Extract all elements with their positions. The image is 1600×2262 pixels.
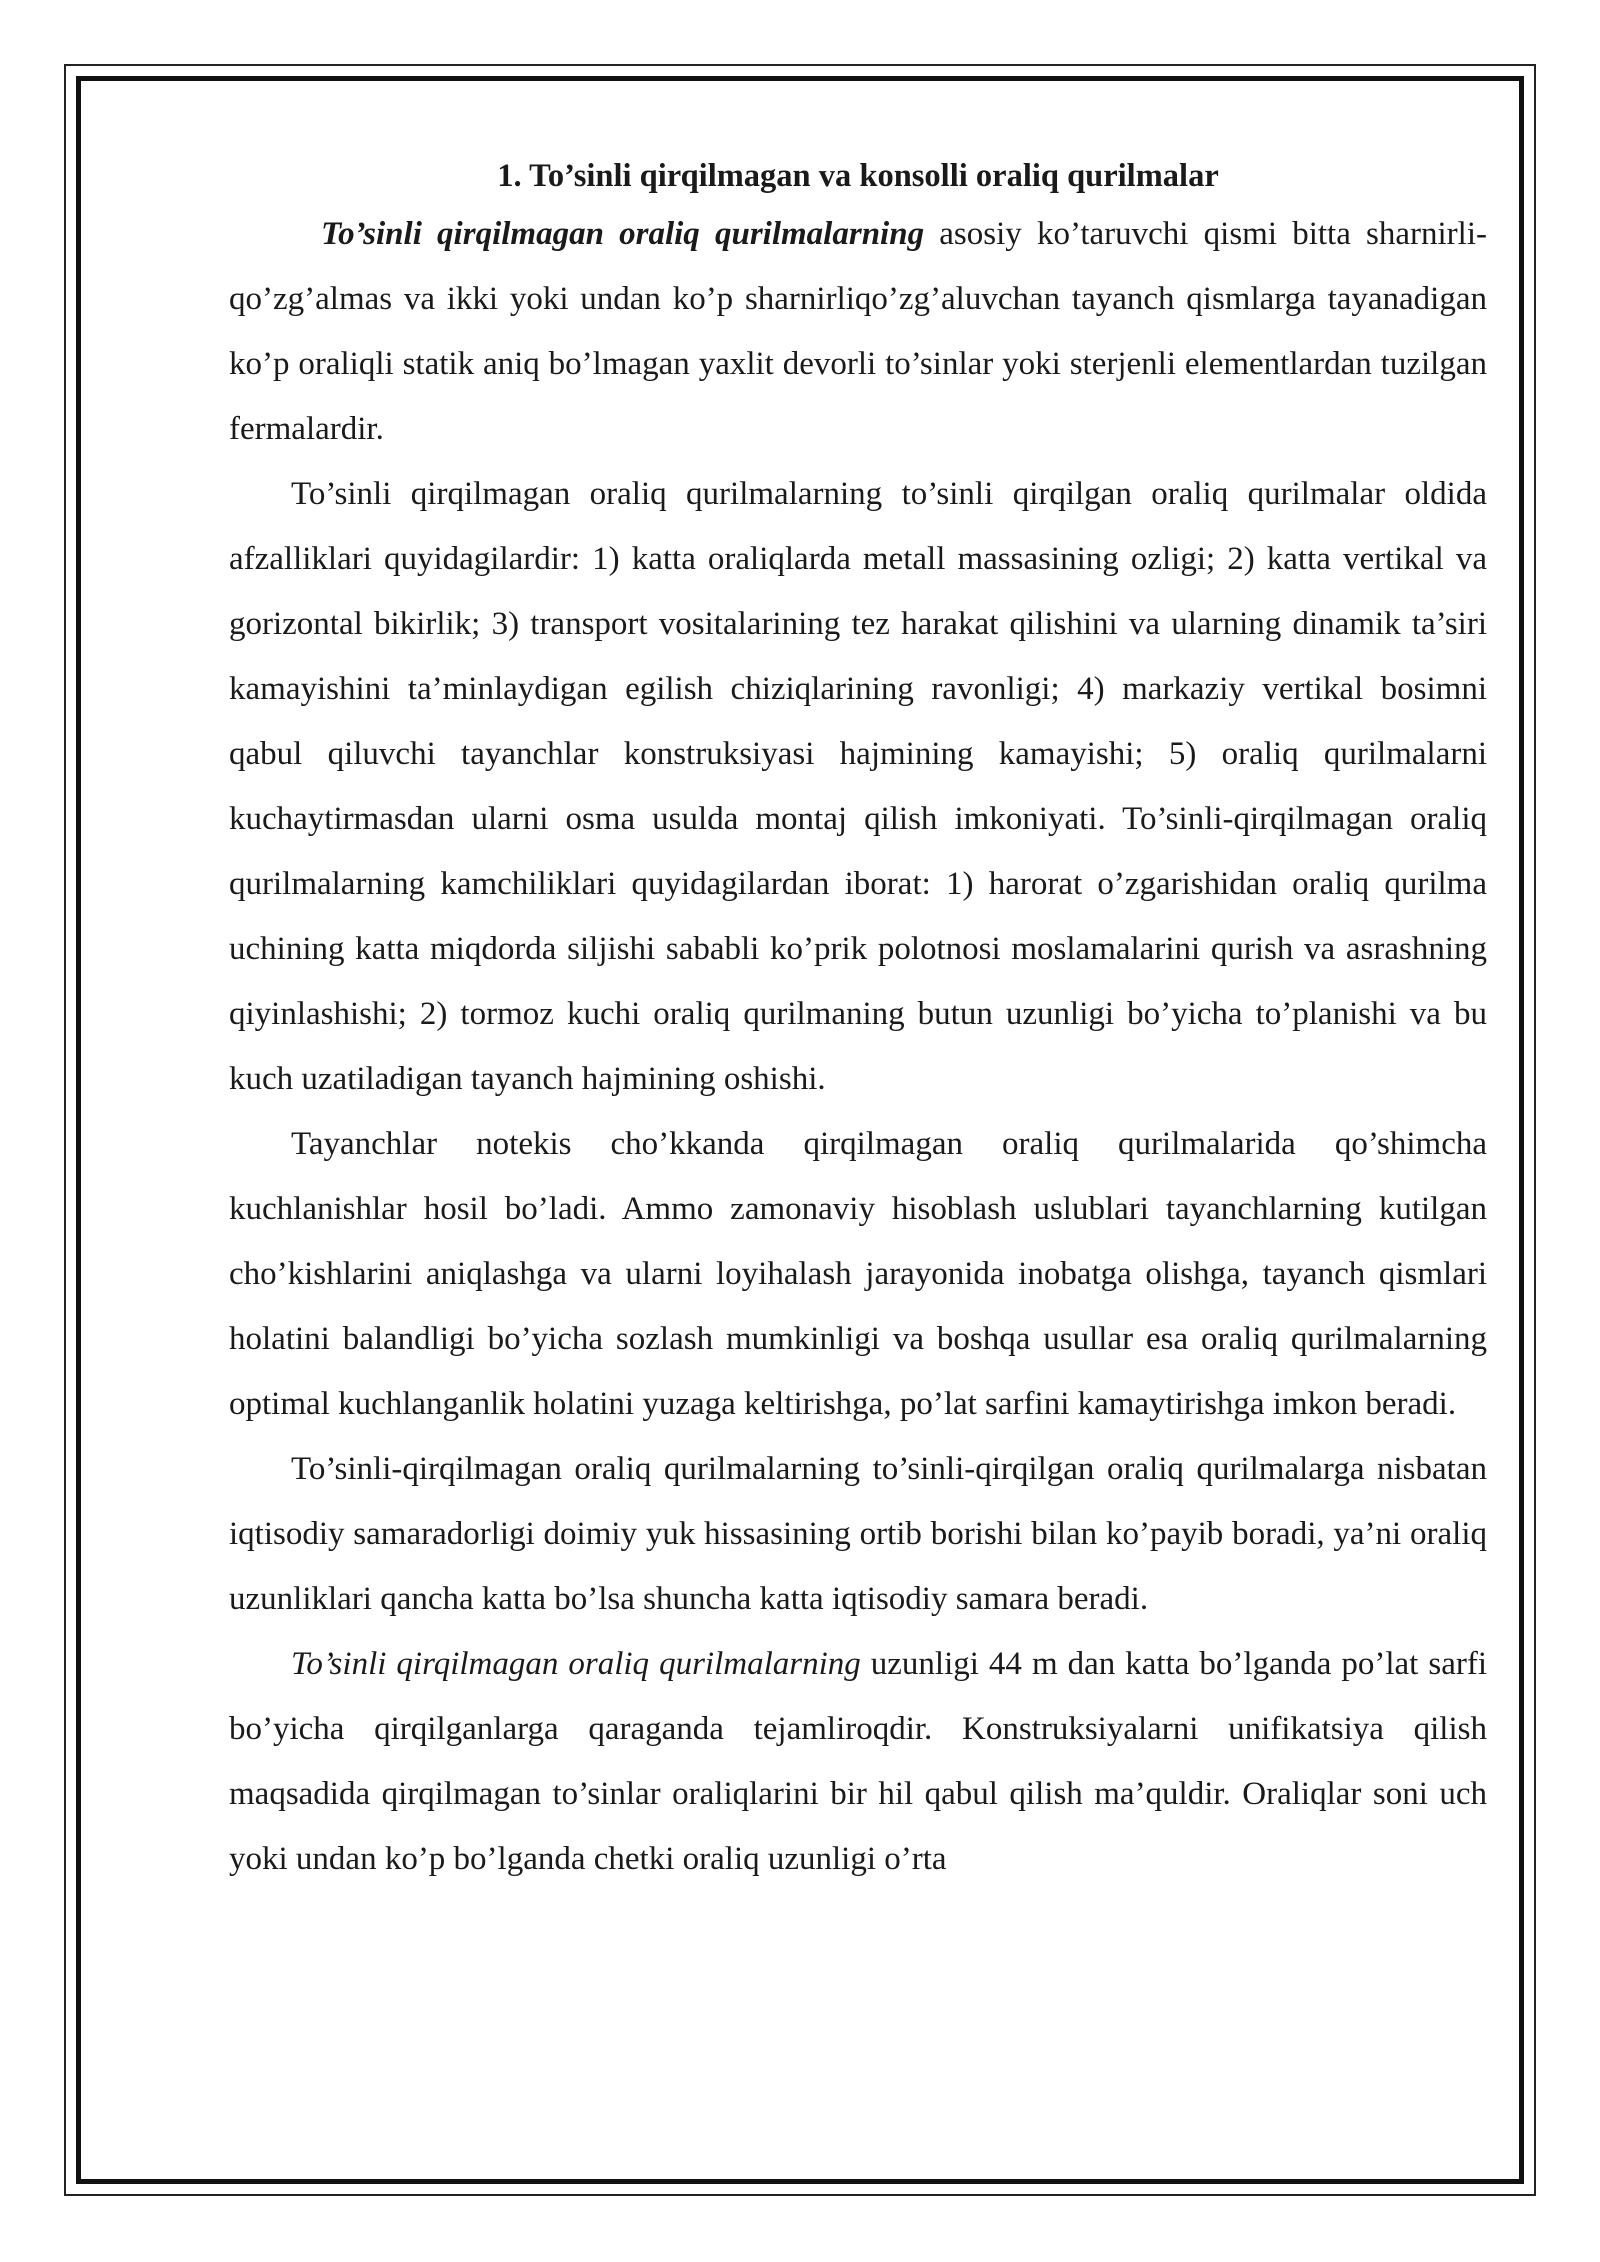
- paragraph-5: [229, 1632, 1487, 1877]
- paragraph-1-lead: To’sinli qirqilmagan oraliq qurilmalarning: [321, 216, 925, 252]
- section-title: 1. To’sinli qirqilmagan va konsolli oraliq qurilmalar: [497, 158, 1219, 194]
- paragraph-3: Tayanchlar notekis cho’kkanda qirqilmagan oraliq qurilmalarida qo’shimcha kuchlanishlar hosil bo’ladi. Ammo zamonaviy hisoblash uslublari tayanchlarning kutilgan cho’kishlarini aniqlashga va ularni loyihalash jarayonida inobatga olishga, tayanch qismlari holatini balandligi bo’yicha sozlash mumkinligi va boshqa usullar esa oraliq qurilmalarning optimal kuchlanganlik holatini yuzaga keltirishga, po’lat sarfini kamaytirishga imkon beradi.: [229, 1126, 1487, 1422]
- paragraph-5-text: uzunligi 44 m dan katta bo’lganda po’lat sarfi bo’yicha qirqilganlarga qaraganda tejamliroqdir. Konstruksiyalarni unifikatsiya qilish maqsadida qirqilmagan to’sinlar oraliqlarini bir hil qabul qilish ma’quldir. Oraliqlar soni uch yoki undan ko’p bo’lganda chetki oraliq uzunligi o’rta: [229, 1646, 1487, 1877]
- paragraph-1-text: asosiy ko’taruvchi qismi bitta sharnirli-qo’zg’almas va ikki yoki undan ko’p sharnirliqo’zg’aluvchan tayanch qismlarga tayanadigan ko’p oraliqli statik aniq bo’lmagan yaxlit devorli to’sinlar yoki sterjenli elementlardan tuzilgan fermalardir.: [229, 216, 1487, 447]
- paragraph-2: To’sinli qirqilmagan oraliq qurilmalarning to’sinli qirqilgan oraliq qurilmalar oldida afzalliklari quyidagilardir: 1) katta oraliqlarda metall massasining ozligi; 2) katta vertikal va gorizontal bikirlik; 3) transport vositalarining tez harakat qilishini va ularning dinamik ta’siri kamayishini ta’minlaydigan egilish chiziqlarining ravonligi; 4) markaziy vertikal bosimni qabul qiluvchi tayanchlar konstruksiyasi hajmining kamayishi; 5) oraliq qurilmalarni kuchaytirmasdan ularni osma usulda montaj qilish imkoniyati. To’sinli-qirqilmagan oraliq qurilmalarning kamchiliklari quyidagilardan iborat: 1) harorat o’zgarishidan oraliq qurilma uchining katta miqdorda siljishi sababli ko’prik polotnosi moslamalarini qurish va asrashning qiyinlashishi; 2) tormoz kuchi oraliq qurilmaning butun uzunligi bo’yicha to’planishi va bu kuch uzatiladigan tayanch hajmining oshishi.: [229, 476, 1487, 1097]
- document-body: [229, 150, 1487, 1877]
- paragraph-5-lead: To’sinli qirqilmagan oraliq qurilmalarning: [291, 1646, 861, 1682]
- paragraph-4: To’sinli-qirqilmagan oraliq qurilmalarning to’sinli-qirqilgan oraliq qurilmalarga nisbatan iqtisodiy samaradorligi doimiy yuk hissasining ortib borishi bilan ko’payib boradi, ya’ni oraliq uzunliklari qancha katta bo’lsa shuncha katta iqtisodiy samara beradi.: [229, 1451, 1487, 1617]
- paragraph-1: [229, 202, 1487, 462]
